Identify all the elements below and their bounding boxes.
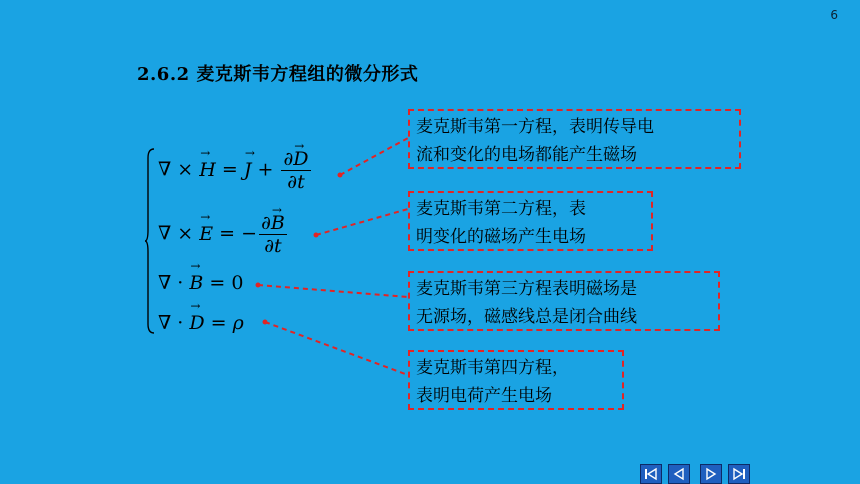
nav-next-button[interactable] xyxy=(700,464,722,484)
note-third-equation xyxy=(408,271,720,331)
note-fourth-line2: 表明电荷产生电场 xyxy=(416,386,552,406)
last-icon xyxy=(731,467,747,481)
note-second-line1: 麦克斯韦第二方程，表 xyxy=(416,199,586,219)
note-first-line2: 流和变化的电场都能产生磁场 xyxy=(416,145,637,165)
note-first-line1: 麦克斯韦第一方程，表明传导电 xyxy=(416,117,654,137)
equation-gauss-magnetic: ∇ · → B = 0 xyxy=(158,272,243,294)
equation-gauss-electric: ∇ · → D = ρ xyxy=(158,312,244,334)
nav-prev-button[interactable] xyxy=(668,464,690,484)
nav-first-button[interactable] xyxy=(640,464,662,484)
equation-faraday: ∇ × → E = − $\frac{\partial\to B}{\partial t}$ xyxy=(158,212,287,257)
section-title: 2.6.2 麦克斯韦方程组的微分形式 xyxy=(137,64,419,85)
equation-ampere-fraction: $\frac{\partial\to D}{\partial t}$ xyxy=(281,148,310,193)
connector-fourth xyxy=(265,322,408,375)
note-fourth-equation xyxy=(408,350,624,410)
note-third-line2: 无源场，磁感线总是闭合曲线 xyxy=(416,307,637,327)
connector-third xyxy=(258,285,408,297)
connector-second xyxy=(316,209,408,235)
note-second-line2: 明变化的磁场产生电场 xyxy=(416,227,586,247)
next-icon xyxy=(703,467,719,481)
note-second-equation xyxy=(408,191,653,251)
note-first-equation xyxy=(408,109,741,169)
note-fourth-line1: 麦克斯韦第四方程， xyxy=(416,358,569,378)
page-number: 6 xyxy=(830,8,838,22)
equation-ampere: ∇ × → H = → J + $\frac{\partial\to D}{\partial t}$ xyxy=(158,148,311,193)
equation-brace xyxy=(145,148,155,334)
first-icon xyxy=(643,467,659,481)
prev-icon xyxy=(671,467,687,481)
nav-last-button[interactable] xyxy=(728,464,750,484)
equation-faraday-fraction: $\frac{\partial\to B}{\partial t}$ xyxy=(259,212,287,257)
note-third-line1: 麦克斯韦第三方程表明磁场是 xyxy=(416,279,637,299)
connector-first xyxy=(340,138,408,175)
